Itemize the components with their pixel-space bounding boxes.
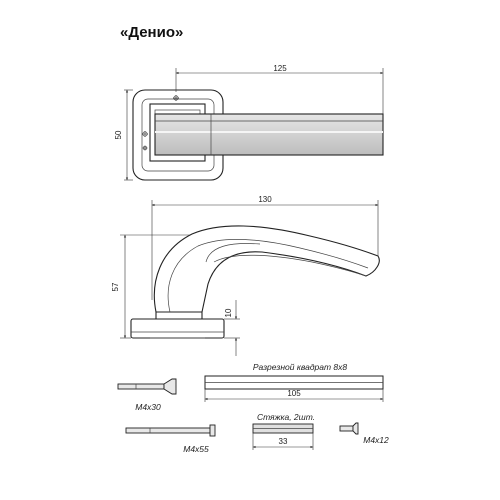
dim-125: 125 — [273, 64, 287, 73]
screw-hole-left — [142, 131, 148, 137]
dim-105: 105 — [287, 389, 301, 398]
lever-profile — [154, 226, 379, 312]
dim-10: 10 — [224, 308, 233, 318]
side-view — [111, 195, 379, 356]
screw-m4x30-label: M4x30 — [135, 402, 161, 412]
screw-hole-bottom — [143, 146, 148, 151]
lever-bar — [155, 114, 383, 155]
top-view — [114, 64, 383, 180]
screw-m4x12 — [340, 423, 358, 434]
title: «Денио» — [120, 24, 184, 41]
screw-m4x55 — [126, 425, 215, 436]
screw-m4x30 — [118, 379, 176, 394]
base-plate — [131, 319, 224, 338]
dim-130: 130 — [258, 195, 272, 204]
screw-m4x55-label: M4x55 — [183, 444, 209, 454]
accessories — [118, 362, 389, 454]
square-bar-label: Разрезной квадрат 8x8 — [252, 362, 348, 372]
ties-label: Стяжка, 2шт. — [256, 412, 316, 422]
dim-33: 33 — [278, 437, 288, 446]
screw-m4x12-label: M4x12 — [363, 435, 389, 445]
dim-50: 50 — [114, 130, 123, 140]
screw-hole-top — [173, 95, 179, 101]
dim-57: 57 — [111, 282, 120, 292]
